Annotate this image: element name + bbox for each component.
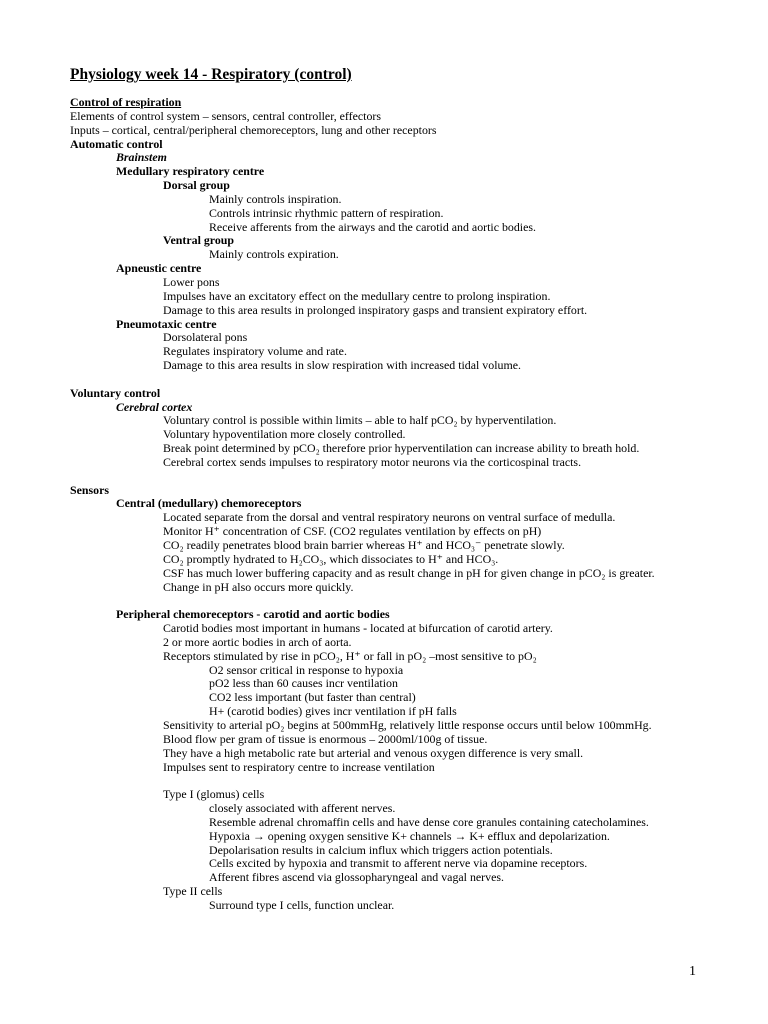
section-heading: Central (medullary) chemoreceptors [116, 496, 302, 511]
text-line: Receive afferents from the airways and the carotid and aortic bodies. [209, 219, 536, 234]
text-line: Carotid bodies most important in humans - located at bifurcation of carotid artery. [163, 621, 553, 636]
section-heading: Dorsal group [163, 178, 230, 193]
text-line: Impulses have an excitatory effect on the medullary centre to prolong inspiration. [163, 288, 551, 303]
text-line: Surround type I cells, function unclear. [209, 897, 395, 912]
text-line: Break point determined by pCO₂ therefore prior hyperventilation can increase ability to breath hold. [163, 441, 640, 456]
text-line: Voluntary control is possible within limits – able to half pCO₂ by hyperventilation. [163, 413, 557, 428]
text-line: CO₂ readily penetrates blood brain barrier whereas H⁺ and HCO₃⁻ penetrate slowly. [163, 538, 565, 552]
text-line: Depolarisation results in calcium influx which triggers action potentials. [209, 842, 553, 857]
text-line: Damage to this area results in prolonged inspiratory gasps and transient expiratory effort. [163, 302, 588, 317]
text-line: Elements of control system – sensors, central controller, effectors [70, 108, 382, 123]
text-line: closely associated with afferent nerves. [209, 801, 396, 816]
blank-line [0, 774, 768, 788]
text-line: Blood flow per gram of tissue is enormous – 2000ml/100g of tissue. [163, 731, 488, 746]
text-line: O2 sensor critical in response to hypoxia [209, 662, 404, 677]
text-line: Damage to this area results in slow respiration with increased tidal volume. [163, 358, 521, 373]
text-line: CO₂ promptly hydrated to H₂CO₃, which dissociates to H⁺ and HCO₃. [163, 551, 499, 566]
section-heading: Peripheral chemoreceptors - carotid and aortic bodies [116, 607, 390, 622]
section-heading: Automatic control [70, 136, 163, 151]
section-heading: Sensors [70, 482, 109, 497]
text-line: Monitor H⁺ concentration of CSF. (CO2 regulates ventilation by effects on pH) [163, 524, 542, 539]
text-line: Located separate from the dorsal and ventral respiratory neurons on ventral surface of medulla. [163, 510, 616, 525]
text-line: Afferent fibres ascend via glossopharyngeal and vagal nerves. [209, 870, 504, 885]
text-line: 2 or more aortic bodies in arch of aorta. [163, 634, 352, 649]
text-line: CO2 less important (but faster than central) [209, 690, 416, 705]
section-heading: Pneumotaxic centre [116, 316, 217, 331]
text-line: CSF has much lower buffering capacity and as result change in pH for given change in pCO₂ is greater. [163, 565, 655, 580]
text-line: Impulses sent to respiratory centre to increase ventilation [163, 759, 435, 774]
text-line: They have a high metabolic rate but arterial and venous oxygen difference is very small. [163, 745, 584, 760]
section-heading: Control of respiration [70, 95, 182, 109]
text-line: Type I (glomus) cells [163, 787, 265, 802]
blank-line [0, 470, 768, 484]
text-line: Regulates inspiratory volume and rate. [163, 344, 347, 359]
section-heading: Voluntary control [70, 385, 161, 400]
section-heading: Medullary respiratory centre [116, 164, 265, 179]
text-line: Mainly controls expiration. [209, 247, 339, 262]
text-line: Controls intrinsic rhythmic pattern of respiration. [209, 205, 444, 220]
text-line: pO2 less than 60 causes incr ventilation [209, 676, 398, 691]
text-line: Mainly controls inspiration. [209, 191, 342, 206]
page-number: 1 [689, 964, 696, 979]
page-title: Physiology week 14 - Respiratory (control) [70, 66, 352, 83]
blank-line [0, 373, 768, 387]
text-line: Sensitivity to arterial pO₂ begins at 500mmHg, relatively little response occurs until below 100mmHg. [163, 717, 652, 732]
section-heading: Cerebral cortex [116, 399, 193, 414]
text-line: Hypoxia → opening oxygen sensitive K+ channels → K+ efflux and depolarization. [209, 828, 610, 843]
text-line: Type II cells [163, 884, 223, 899]
text-line: Dorsolateral pons [163, 330, 248, 345]
text-line: Cerebral cortex sends impulses to respiratory motor neurons via the corticospinal tracts. [163, 454, 582, 469]
text-line: Lower pons [163, 274, 220, 289]
text-line: Resemble adrenal chromaffin cells and have dense core granules containing catecholamines. [209, 814, 649, 829]
text-line: Change in pH also occurs more quickly. [163, 579, 354, 594]
text-line: H+ (carotid bodies) gives incr ventilation if pH falls [209, 704, 457, 719]
text-line: Receptors stimulated by rise in pCO₂, H⁺ or fall in pO₂ –most sensitive to pO₂ [163, 648, 537, 663]
section-heading: Ventral group [163, 233, 235, 248]
document-body [0, 96, 768, 913]
text-line: Cells excited by hypoxia and transmit to afferent nerve via dopamine receptors. [209, 856, 588, 871]
section-heading: Apneustic centre [116, 261, 202, 276]
blank-line [0, 594, 768, 608]
text-line: Inputs – cortical, central/peripheral chemoreceptors, lung and other receptors [70, 122, 437, 137]
section-heading: Brainstem [116, 150, 167, 165]
text-line: Voluntary hypoventilation more closely controlled. [163, 427, 406, 442]
